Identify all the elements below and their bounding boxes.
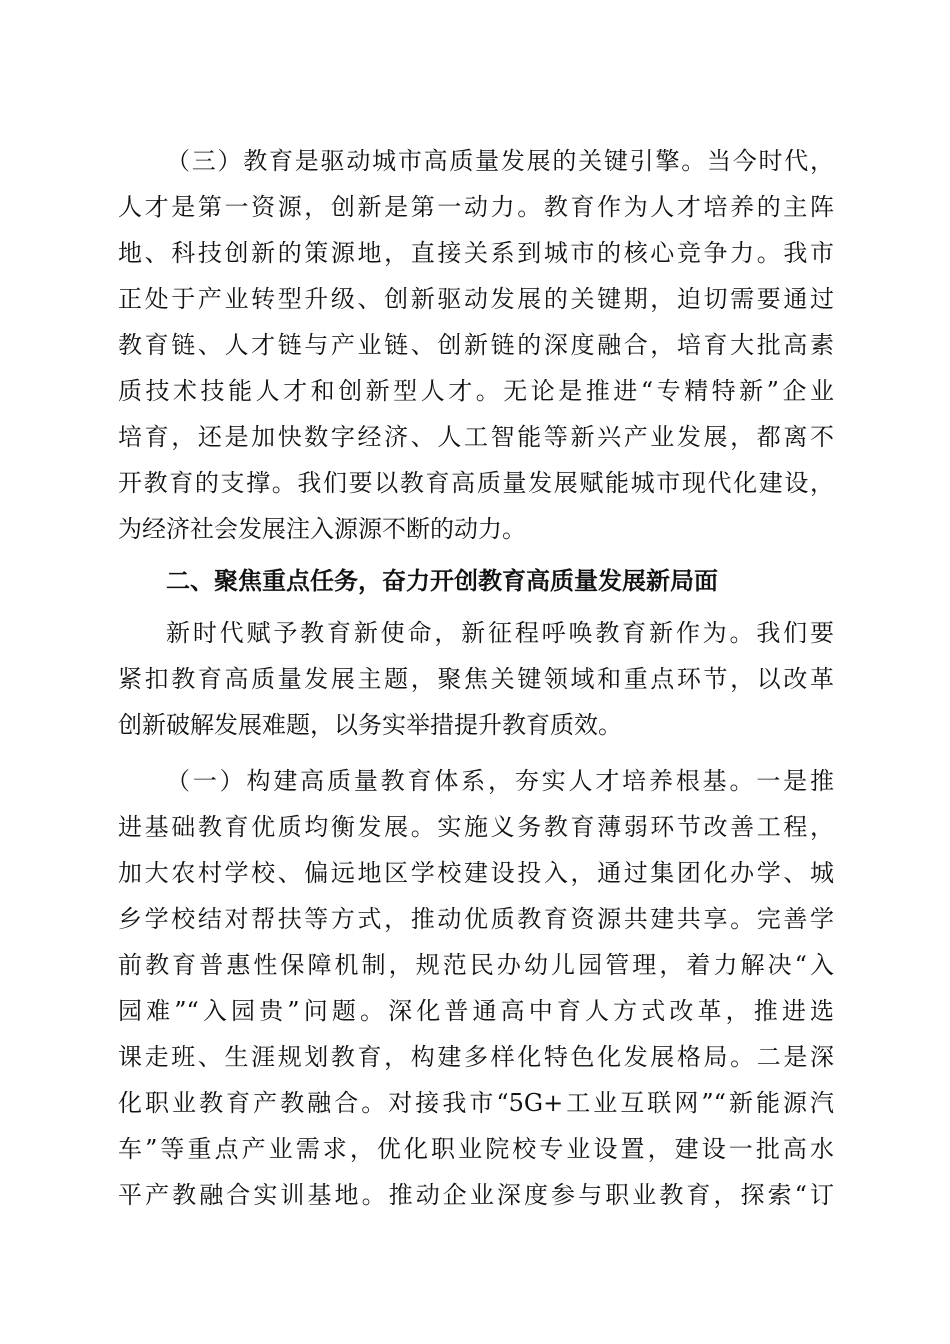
paragraph-line: 教育链、人才链与产业链、创新链的深度融合，培育大批高素 xyxy=(118,331,834,359)
paragraph-line: 乡学校结对帮扶等方式，推动优质教育资源共建共享。完善学 xyxy=(118,905,834,933)
paragraph-line: 课走班、生涯规划教育，构建多样化特色化发展格局。二是深 xyxy=(118,1043,834,1071)
paragraph-line: 为经济社会发展注入源源不断的动力。 xyxy=(118,515,526,543)
section-3-paragraph xyxy=(118,138,834,552)
paragraph-line: （一）构建高质量教育体系，夯实人才培养根基。一是推 xyxy=(166,767,834,795)
paragraph-line: 紧扣教育高质量发展主题，聚焦关键领域和重点环节，以改革 xyxy=(118,665,834,693)
paragraph-line: 质技术技能人才和创新型人才。无论是推进“专精特新”企业 xyxy=(118,377,834,405)
paragraph-line: 正处于产业转型升级、创新驱动发展的关键期，迫切需要通过 xyxy=(118,285,834,313)
paragraph-line: 新时代赋予教育新使命，新征程呼唤教育新作为。我们要 xyxy=(166,619,834,647)
paragraph-line: （三）教育是驱动城市高质量发展的关键引擎。当今时代， xyxy=(166,147,834,175)
paragraph-line: 车”等重点产业需求，优化职业院校专业设置，建设一批高水 xyxy=(118,1135,834,1163)
section-heading: 二、聚焦重点任务，奋力开创教育高质量发展新局面 xyxy=(166,567,718,595)
paragraph-line: 培育，还是加快数字经济、人工智能等新兴产业发展，都离不 xyxy=(118,423,834,451)
paragraph-line: 化职业教育产教融合。对接我市“5G+工业互联网”“新能源汽 xyxy=(118,1089,834,1117)
paragraph-line: 平产教融合实训基地。推动企业深度参与职业教育，探索“订 xyxy=(118,1181,834,1209)
paragraph-line: 人才是第一资源，创新是第一动力。教育作为人才培养的主阵 xyxy=(118,193,834,221)
paragraph-line: 地、科技创新的策源地，直接关系到城市的核心竞争力。我市 xyxy=(118,239,834,267)
paragraph-line: 园难”“入园贵”问题。深化普通高中育人方式改革，推进选 xyxy=(118,997,834,1025)
paragraph-line: 创新破解发展难题，以务实举措提升教育质效。 xyxy=(118,711,622,739)
paragraph-line: 开教育的支撑。我们要以教育高质量发展赋能城市现代化建设， xyxy=(118,469,834,497)
intro-paragraph xyxy=(118,610,834,748)
subsection-1-paragraph xyxy=(118,758,834,1218)
paragraph-line: 加大农村学校、偏远地区学校建设投入，通过集团化办学、城 xyxy=(118,859,834,887)
paragraph-line: 进基础教育优质均衡发展。实施义务教育薄弱环节改善工程， xyxy=(118,813,834,841)
document-body xyxy=(118,138,834,1218)
paragraph-line: 前教育普惠性保障机制，规范民办幼儿园管理，着力解决“入 xyxy=(118,951,834,979)
